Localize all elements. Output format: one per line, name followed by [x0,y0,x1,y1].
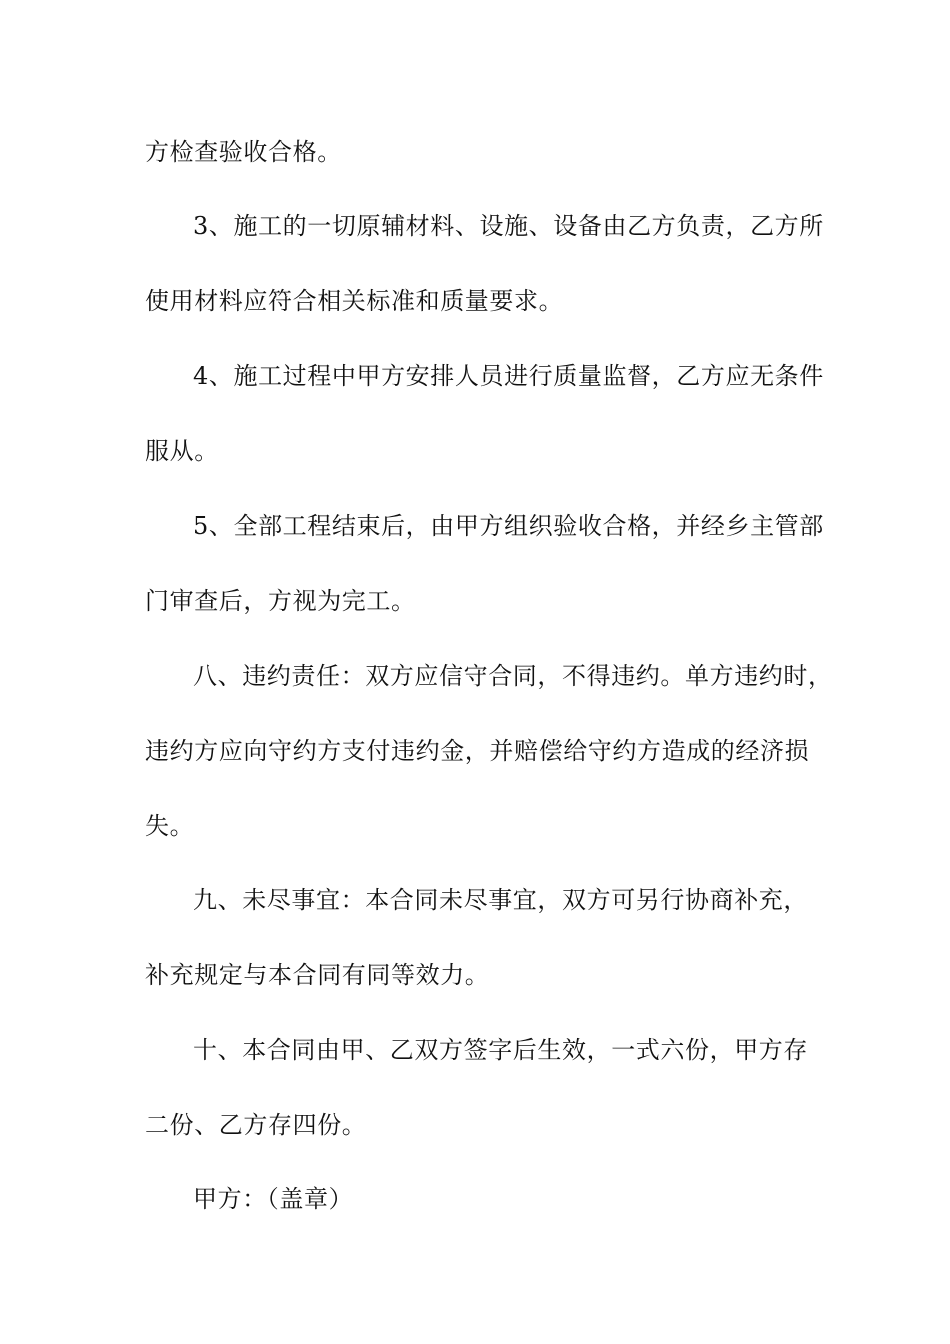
text-line: 九、未尽事宜：本合同未尽事宜，双方可另行协商补充， [193,886,808,914]
text-line: 服从。 [145,437,219,465]
text-line: 方检查验收合格。 [145,138,342,166]
text-line: 失。 [145,812,195,840]
text-line: 二份、乙方存四份。 [145,1111,367,1139]
text-line: 十、本合同由甲、乙双方签字后生效，一式六份，甲方存 [193,1036,808,1064]
text-line: 八、违约责任：双方应信守合同，不得违约。单方违约时， [193,662,833,690]
text-line: 甲方：（盖章） [193,1185,354,1213]
text-line: 4、施工过程中甲方安排人员进行质量监督，乙方应无条件 [193,362,824,390]
text-line: 3、施工的一切原辅材料、设施、设备由乙方负责，乙方所 [193,212,824,240]
text-line: 违约方应向守约方支付违约金，并赔偿给守约方造成的经济损 [145,737,810,765]
text-line: 5、全部工程结束后，由甲方组织验收合格，并经乡主管部 [193,512,824,540]
text-line: 门审查后，方视为完工。 [145,587,416,615]
text-line: 使用材料应符合相关标准和质量要求。 [145,287,564,315]
text-line: 补充规定与本合同有同等效力。 [145,961,490,989]
